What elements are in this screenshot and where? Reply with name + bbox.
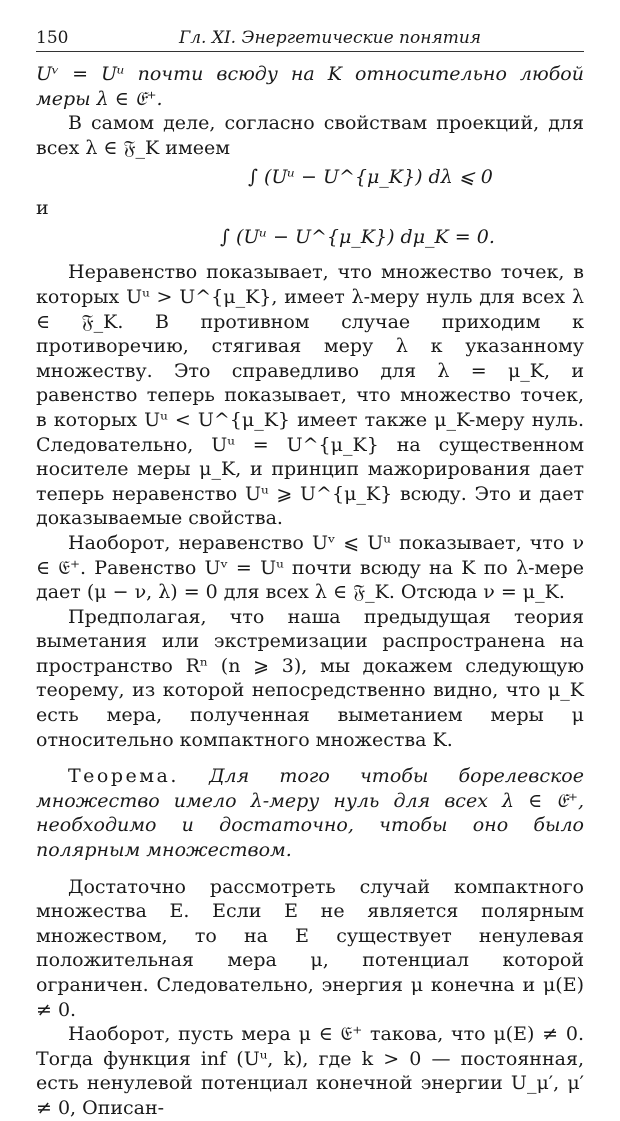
formula-equality: ∫ (Uᵘ − U^{μ_K}) dμ_K = 0. bbox=[220, 226, 495, 249]
paragraph-assumption: Предполагая, что наша предыдущая теория выметания или экстремизации распространена на пространство Rⁿ (n ⩾ 3), мы докажем следующую теорему, из которой непосредственно видно, что μ_K есть мера, полученная выметанием меры μ относительно компактного множества K. bbox=[36, 605, 584, 751]
paragraph-converse: Наоборот, неравенство Uᵛ ⩽ Uᵘ показывает, что ν ∈ 𝔈⁺. Равенство Uᵛ = Uᵘ почти всюду на K по λ-мере дает (μ − ν, λ) = 0 для всех λ ∈ 𝔉_K. Отсюда ν = μ_K. bbox=[36, 531, 584, 604]
formula-inequality: ∫ (Uᵘ − U^{μ_K}) dλ ⩽ 0 bbox=[248, 166, 493, 189]
paragraph-inequality-argument: Неравенство показывает, что множество точек, в которых Uᵘ > U^{μ_K}, имеет λ-меру нуль для всех λ ∈ 𝔉_K. В противном случае приходим к противоречию, стягивая меру λ к указанному множеству. Это справедливо для λ = μ_K, и равенство теперь показывает, что множество точек, в которых Uᵘ < U^{μ_K} имеет также μ_K-меру нуль. Следовательно, Uᵘ = U^{μ_K} на существенном носителе меры μ_K, и принцип мажорирования дает теперь неравенство Uᵘ ⩾ U^{μ_K} всюду. Это и дает доказываемые свойства. bbox=[36, 261, 584, 530]
page-number: 150 bbox=[36, 28, 69, 48]
conjunction-and: и bbox=[36, 197, 49, 220]
paragraph-sufficiency: Достаточно рассмотреть случай компактного множества E. Если E не является полярным множеством, то на E существует ненулевая положительная мера μ, потенциал которой ограничен. Следовательно, энергия μ конечна и μ(E) ≠ 0. bbox=[36, 875, 584, 1021]
theorem-body: Для того чтобы борелевское множество имело λ-меру нуль для всех λ ∈ 𝔈⁺, необходимо и достаточно, чтобы оно было полярным множеством. bbox=[36, 765, 584, 862]
theorem bbox=[36, 764, 584, 862]
running-title: Гл. XI. Энергетические понятия bbox=[178, 28, 482, 48]
paragraph-proof-intro: В самом деле, согласно свойствам проекций, для всех λ ∈ 𝔉_K имеем bbox=[36, 112, 584, 159]
theorem-label: Теорема. bbox=[68, 765, 179, 788]
page-header bbox=[36, 28, 584, 52]
paragraph-statement: Uᵛ = Uᵘ почти всюду на K относительно любой меры λ ∈ 𝔈⁺. bbox=[36, 63, 584, 110]
paragraph-necessity: Наоборот, пусть мера μ ∈ 𝔈⁺ такова, что μ(E) ≠ 0. Тогда функция inf (Uᵘ, k), где k > 0 — постоянная, есть ненулевой потенциал конечной энергии U_μ′, μ′ ≠ 0, Описан- bbox=[36, 1023, 584, 1119]
